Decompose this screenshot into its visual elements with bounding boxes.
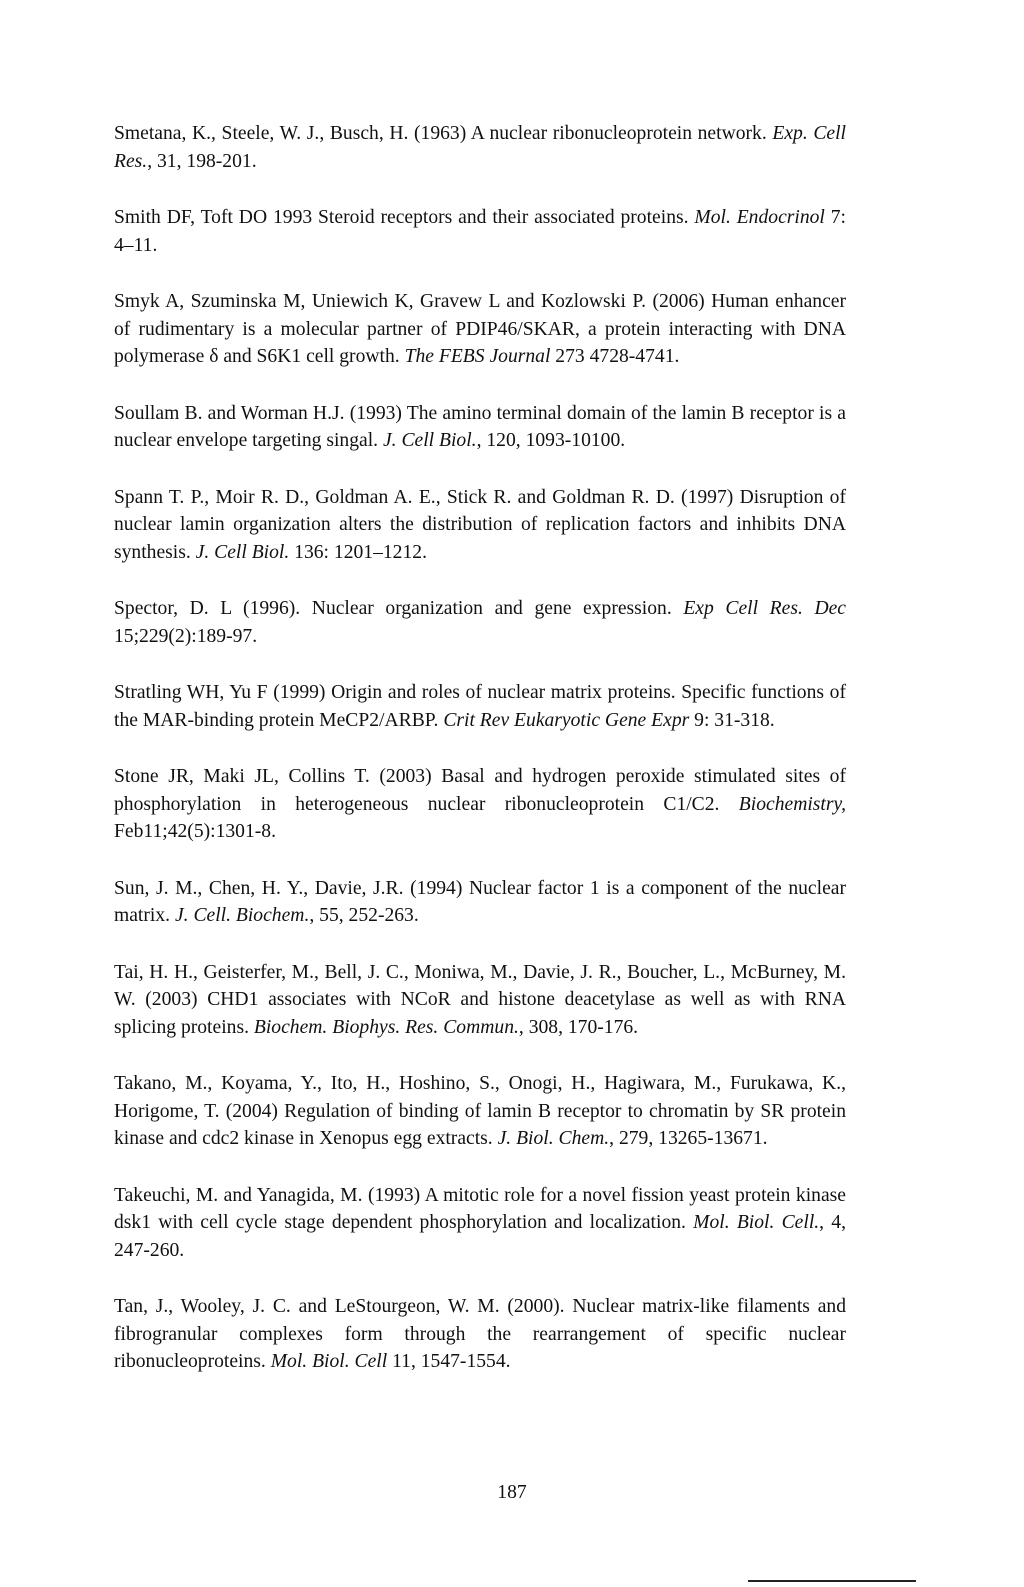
reference-text: 273 4728-4741.	[550, 346, 680, 367]
reference-text: , 4, 247-260.	[114, 1212, 846, 1261]
journal-title: J. Biol. Chem.	[497, 1128, 610, 1149]
reference-text: Takano, M., Koyama, Y., Ito, H., Hoshino, S., Onogi, H., Hagiwara, M., Furukawa, K., Horigome, T. (2004) Regulation of binding of lamin B receptor to chromatin by SR protein kinase and cdc2 kinase in Xenopus egg extracts.	[114, 1073, 846, 1149]
reference-entry	[114, 959, 846, 1042]
reference-text: Smith DF, Toft DO 1993 Steroid receptors and their associated proteins.	[114, 207, 695, 228]
reference-entry	[114, 120, 846, 175]
reference-entry	[114, 400, 846, 455]
reference-text: , 279, 13265-13671.	[609, 1128, 768, 1149]
reference-entry	[114, 1293, 846, 1376]
reference-entry	[114, 595, 846, 650]
journal-title: Mol. Biol. Cell.	[693, 1212, 820, 1233]
reference-text: , 31, 198-201.	[147, 150, 257, 172]
journal-title: Exp Cell Res. Dec	[683, 598, 846, 619]
reference-text: Feb11;42(5):1301-8.	[114, 821, 276, 842]
reference-text: Smyk A, Szuminska M, Uniewich K, Gravew L and Kozlowski P. (2006) Human enhancer of rudimentary is a molecular partner of PDIP46/SKAR, a protein interacting with DNA polymerase δ and S6K1 cell growth.	[114, 291, 846, 367]
page-number: 187	[497, 1482, 527, 1503]
reference-text: 7: 4–11.	[114, 207, 846, 256]
reference-entry	[114, 288, 846, 371]
reference-text: , 308, 170-176.	[518, 1016, 639, 1038]
reference-text: , 120, 1093-10100.	[476, 430, 626, 451]
reference-text: Smetana, K., Steele, W. J., Busch, H. (1963) A nuclear ribonucleoprotein network.	[114, 123, 773, 144]
journal-title: The FEBS Journal	[404, 346, 551, 367]
reference-entry	[114, 763, 846, 846]
journal-title: Mol. Biol. Cell	[270, 1351, 388, 1372]
journal-title: Biochemistry,	[738, 793, 846, 815]
reference-text: Stone JR, Maki JL, Collins T. (2003) Basal and hydrogen peroxide stimulated sites of phosphorylation in heterogeneous nuclear ribonucleoprotein C1/C2.	[114, 766, 846, 815]
reference-text: Soullam B. and Worman H.J. (1993) The amino terminal domain of the lamin B receptor is a nuclear envelope targeting singal.	[114, 402, 846, 451]
bottom-rule	[748, 1580, 916, 1582]
reference-text: 11, 1547-1554.	[387, 1351, 511, 1372]
reference-entry	[114, 1070, 846, 1153]
reference-text: 9: 31-318.	[689, 709, 775, 731]
reference-entry	[114, 484, 846, 567]
journal-title: Mol. Endocrinol	[694, 207, 825, 228]
journal-title: J. Cell Biol.	[195, 541, 290, 563]
reference-text: Stratling WH, Yu F (1999) Origin and roles of nuclear matrix proteins. Specific functions of the MAR-binding protein MeCP2/ARBP.	[114, 682, 846, 731]
journal-title: J. Cell Biol.	[382, 430, 477, 451]
reference-text: Tan, J., Wooley, J. C. and LeStourgeon, W. M. (2000). Nuclear matrix-like filaments and fibrogranular complexes form through the rearrangement of specific nuclear ribonucleoproteins.	[114, 1296, 846, 1372]
reference-text: , 55, 252-263.	[309, 905, 419, 926]
reference-text: Sun, J. M., Chen, H. Y., Davie, J.R. (1994) Nuclear factor 1 is a component of the nuclear matrix.	[114, 877, 846, 926]
reference-text: 15;229(2):189-97.	[114, 625, 258, 647]
reference-text: Spann T. P., Moir R. D., Goldman A. E., Stick R. and Goldman R. D. (1997) Disruption of nuclear lamin organization alters the distribution of replication factors and inhibits DNA synthesis.	[114, 486, 846, 563]
reference-text: Tai, H. H., Geisterfer, M., Bell, J. C., Moniwa, M., Davie, J. R., Boucher, L., McBurney, M. W. (2003) CHD1 associates with NCoR and histone deacetylase as well as with RNA splicing proteins.	[114, 961, 846, 1038]
reference-entry	[114, 204, 846, 259]
reference-entry	[114, 679, 846, 734]
journal-title: Biochem. Biophys. Res. Commun.	[253, 1016, 519, 1038]
journal-title: Exp. Cell Res.	[114, 123, 846, 172]
journal-title: J. Cell. Biochem.	[174, 905, 310, 926]
reference-list	[114, 120, 846, 1405]
reference-text: Spector, D. L (1996). Nuclear organization and gene expression.	[114, 598, 684, 619]
journal-title: Crit Rev Eukaryotic Gene Expr	[443, 709, 690, 731]
reference-text: 136: 1201–1212.	[289, 541, 427, 563]
reference-entry	[114, 1182, 846, 1265]
reference-text: Takeuchi, M. and Yanagida, M. (1993) A mitotic role for a novel fission yeast protein kinase dsk1 with cell cycle stage dependent phosphorylation and localization.	[114, 1184, 846, 1233]
reference-entry	[114, 875, 846, 930]
